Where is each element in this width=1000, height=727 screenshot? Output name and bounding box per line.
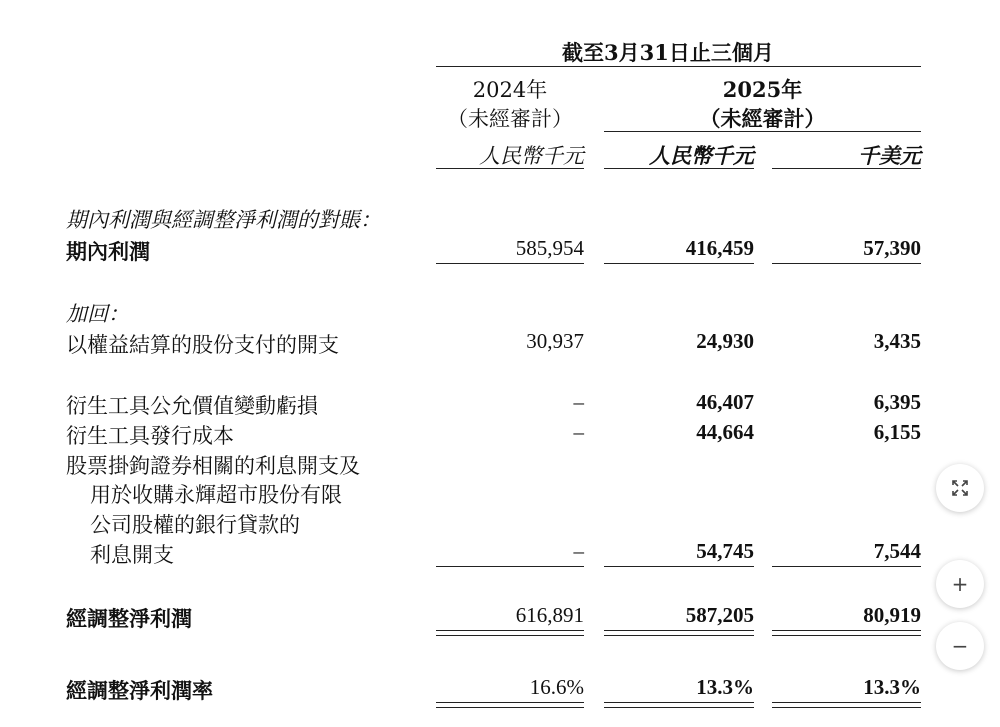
margin-2025-rmb: 13.3% (696, 675, 754, 699)
unit-rule-3 (772, 168, 921, 169)
zoom-in-button[interactable] (936, 560, 984, 608)
unit-rule-2 (604, 168, 754, 169)
col2-unit: 人民幣千元 (649, 143, 754, 168)
unit-rule-1 (436, 168, 584, 169)
issue-cost-2025-rmb: 44,664 (696, 420, 754, 444)
share-based-2024: 30,937 (526, 329, 584, 353)
expand-button[interactable] (936, 464, 984, 512)
fv-loss-2025-usd: 6,395 (873, 390, 921, 414)
header-rule (436, 66, 921, 67)
profit-2024: 585,954 (515, 236, 584, 260)
col1-unit: 人民幣千元 (479, 144, 584, 168)
interest-label-line-2: 用於收購永輝超市股份有限 (90, 483, 342, 507)
interest-2025-rmb: 54,745 (696, 539, 754, 563)
fv-loss-2024: – (573, 390, 584, 414)
zoom-out-button[interactable] (936, 622, 984, 670)
zoom-in-icon: + (951, 572, 969, 596)
adjusted-label: 經調整淨利潤 (66, 606, 192, 631)
zoom-out-icon: − (951, 634, 969, 658)
col3-unit: 千美元 (858, 143, 921, 168)
profit-rule-1 (436, 263, 584, 264)
adjusted-2025-usd: 80,919 (863, 603, 921, 627)
col2-year-rule (604, 131, 921, 132)
adjusted-double-rule-3 (772, 630, 921, 636)
issue-cost-2025-usd: 6,155 (873, 420, 921, 444)
share-based-2025-rmb: 24,930 (696, 329, 754, 353)
profit-2025-rmb: 416,459 (685, 236, 754, 260)
interest-rule-3 (772, 566, 921, 567)
interest-rule-2 (604, 566, 754, 567)
margin-label: 經調整淨利潤率 (66, 678, 213, 703)
interest-label-line-4: 利息開支 (90, 543, 174, 567)
share-based-2025-usd: 3,435 (873, 329, 921, 353)
interest-label-line-1: 股票掛鉤證券相關的利息開支及 (66, 454, 360, 478)
col2-year: 2025年 (722, 77, 803, 102)
fv-loss-label: 衍生工具公允價值變動虧損 (66, 394, 318, 418)
adjusted-2024: 616,891 (515, 603, 584, 627)
profit-2025-usd: 57,390 (863, 236, 921, 260)
issue-cost-label: 衍生工具發行成本 (66, 424, 234, 448)
margin-2024: 16.6% (529, 675, 584, 699)
margin-2025-usd: 13.3% (863, 675, 921, 699)
issue-cost-2024: – (573, 420, 584, 444)
adjusted-double-rule-2 (604, 630, 754, 636)
adjusted-double-rule-1 (436, 630, 584, 636)
interest-label-line-3: 公司股權的銀行貸款的 (90, 513, 300, 537)
expand-icon (950, 478, 970, 498)
interest-2025-usd: 7,544 (873, 539, 921, 563)
interest-2024: – (573, 539, 584, 563)
section-title: 期內利潤與經調整淨利潤的對賬： (66, 208, 381, 232)
adjusted-2025-rmb: 587,205 (685, 603, 754, 627)
add-back-label: 加回： (66, 302, 129, 326)
margin-double-rule-3 (772, 702, 921, 708)
margin-double-rule-1 (436, 702, 584, 708)
share-based-label: 以權益結算的股份支付的開支 (66, 333, 339, 357)
profit-rule-3 (772, 263, 921, 264)
fv-loss-2025-rmb: 46,407 (696, 390, 754, 414)
profit-rule-2 (604, 263, 754, 264)
col2-audit: （未經審計） (699, 106, 826, 131)
col1-audit: （未經審計） (447, 107, 573, 131)
interest-rule-1 (436, 566, 584, 567)
margin-double-rule-2 (604, 702, 754, 708)
profit-label: 期內利潤 (66, 239, 150, 264)
col1-year: 2024年 (472, 78, 548, 102)
period-header: 截至3月31日止三個月 (562, 40, 774, 65)
